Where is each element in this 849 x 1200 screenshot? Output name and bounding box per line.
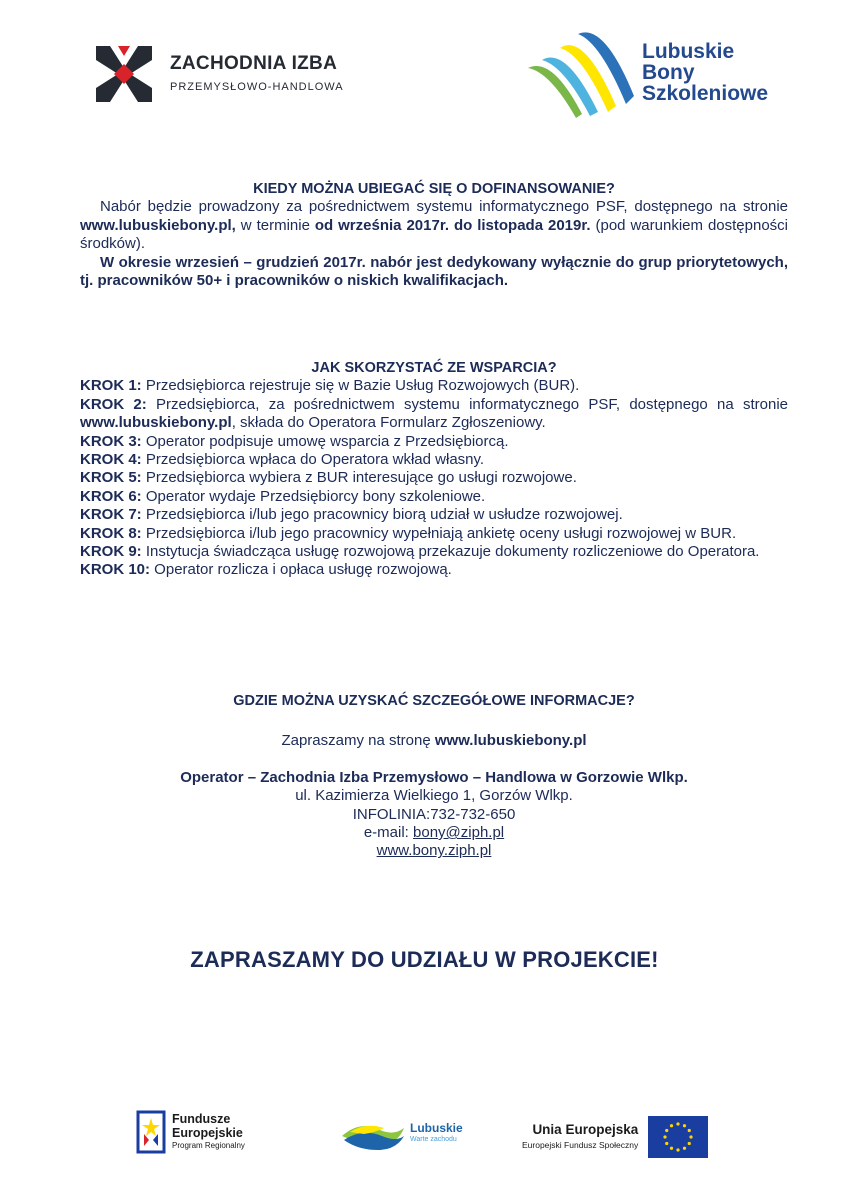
operator-address: ul. Kazimierza Wielkiego 1, Gorzów Wlkp. [295,787,573,805]
step-text: Operator wydaje Przedsiębiorcy bony szkoleniowe. [141,487,486,505]
p1-dates: od września 2017r. do listopada 2019r. [314,216,591,234]
lub-line-2: Warte zachodu [410,1136,457,1143]
step-text: Przedsiębiorca i/lub jego pracownicy biorą udział w usłudze rozwojowej. [141,506,623,524]
ue-line-2: Europejski Fundusz Społeczny [522,1140,639,1150]
eu-star-icon [688,1142,691,1145]
eu-star-icon [665,1142,668,1145]
step-item [80,396,788,433]
step-text: Przedsiębiorca wpłaca do Operatora wkład własny. [141,451,485,469]
lbs-line-3: Szkoleniowe [642,81,769,105]
step-item [80,488,788,506]
step-item [80,451,788,469]
step-label: KROK 4: [80,451,142,469]
eu-star-icon [688,1129,691,1132]
fundusze-europejskie-logo [136,1110,245,1154]
section-more-info [80,692,788,861]
fe-line-3: Program Regionalny [172,1141,245,1150]
email-link[interactable]: bony@ziph.pl [413,824,505,842]
operator-infoline: INFOLINIA:732-732-650 [352,805,516,823]
eu-star-icon [664,1135,667,1138]
section1-paragraph-2: W okresie wrzesień – grudzień 2017r. nabór jest dedykowany wyłącznie do grup priorytetowych, tj. pracowników 50+ i pracowników o niskich kwalifikacjach. [80,253,788,290]
section2-title: JAK SKORZYSTAĆ ZE WSPARCIA? [311,360,557,376]
fe-star-icon [136,1110,166,1154]
lbs-line-1: Lubuskie [642,39,735,63]
invite-text: Zapraszamy na stronę [281,732,435,750]
zip-subtitle: PRZEMYSŁOWO-HANDLOWA [170,81,344,93]
step-link: www.lubuskiebony.pl [80,414,232,432]
lbs-line-2: Bony [642,60,695,84]
step-label: KROK 8: [80,524,142,542]
eu-star-icon [670,1124,673,1127]
step-label: KROK 9: [80,543,142,561]
p1-text-c: (pod warunkiem dostępności środków). [80,216,788,253]
email-line [80,824,788,842]
website-line [80,842,788,860]
lub-line-1: Lubuskie [410,1121,463,1135]
step-item [80,433,788,451]
zip-mark-icon [96,46,152,102]
step-text: Operator podpisuje umowę wsparcia z Przedsiębiorcą. [141,432,509,450]
step-text: Operator rozlicza i opłaca usługę rozwojową. [150,561,452,579]
eu-star-icon [683,1147,686,1150]
fe-line-1: Fundusze [172,1112,231,1126]
p1-text-a: Nabór będzie prowadzony za pośrednictwem systemu informatycznego PSF, dostępnego na stronie [100,198,788,216]
step-item [80,506,788,524]
section1-paragraph-1 [80,198,788,253]
eu-star-icon [677,1122,680,1125]
eu-star-icon [690,1135,693,1138]
eu-flag-icon [648,1116,708,1158]
step-label: KROK 5: [80,469,142,487]
section3-title: GDZIE MOŻNA UZYSKAĆ SZCZEGÓŁOWE INFORMACJE? [233,693,635,709]
section-funding-when [80,180,788,290]
step-label: KROK 6: [80,487,142,505]
p1-text-b: w terminie [235,216,315,234]
zachodnia-izba-logo [96,46,344,102]
fe-line-2: Europejskie [172,1126,243,1140]
book-pages-icon [522,26,642,118]
step-label: KROK 10: [80,561,151,579]
operator-name: Operator – Zachodnia Izba Przemysłowo – Handlowa w Gorzowie Wlkp. [180,768,688,786]
step-label: KROK 7: [80,506,142,524]
step-text: Przedsiębiorca rejestruje się w Bazie Usług Rozwojowych (BUR). [141,377,580,395]
lubuskie-warte-zachodu-logo [340,1114,463,1152]
step-text: Przedsiębiorca, za pośrednictwem systemu informatycznego PSF, dostępnego na stronie [146,395,788,413]
final-invitation: ZAPRASZAMY DO UDZIAŁU W PROJEKCIE! [190,947,659,972]
p1-link: www.lubuskiebony.pl, [80,216,236,234]
ue-line-1: Unia Europejska [532,1122,639,1137]
eu-star-icon [670,1147,673,1150]
section1-title: KIEDY MOŻNA UBIEGAĆ SIĘ O DOFINANSOWANIE? [253,181,615,197]
step-label: KROK 3: [80,432,142,450]
unia-europejska-logo [522,1116,708,1158]
eu-star-icon [677,1148,680,1151]
zip-name: ZACHODNIA IZBA [170,53,338,74]
eu-star-icon [665,1129,668,1132]
step-item [80,469,788,487]
step-text: Przedsiębiorca i/lub jego pracownicy wypełniają ankietę oceny usługi rozwojowej w BUR. [141,524,737,542]
invite-line [80,732,788,750]
lubuskie-wave-icon [340,1114,406,1152]
step-label: KROK 1: [80,377,142,395]
step-text: Przedsiębiorca wybiera z BUR interesujące go usługi rozwojowe. [141,469,577,487]
website-link[interactable]: www.bony.ziph.pl [376,842,492,860]
email-label: e-mail: [363,824,414,842]
step-label: KROK 2: [80,395,147,413]
step-item [80,377,788,395]
invite-link[interactable]: www.lubuskiebony.pl [434,732,587,750]
section-how-to-use [80,359,788,580]
eu-star-icon [683,1124,686,1127]
step-item [80,543,788,561]
step-text-2: , składa do Operatora Formularz Zgłoszeniowy. [231,414,546,432]
lubuskie-bony-logo [522,26,768,118]
step-item [80,561,788,579]
step-text: Instytucja świadcząca usługę rozwojową przekazuje dokumenty rozliczeniowe do Operatora. [141,543,760,561]
step-item [80,525,788,543]
